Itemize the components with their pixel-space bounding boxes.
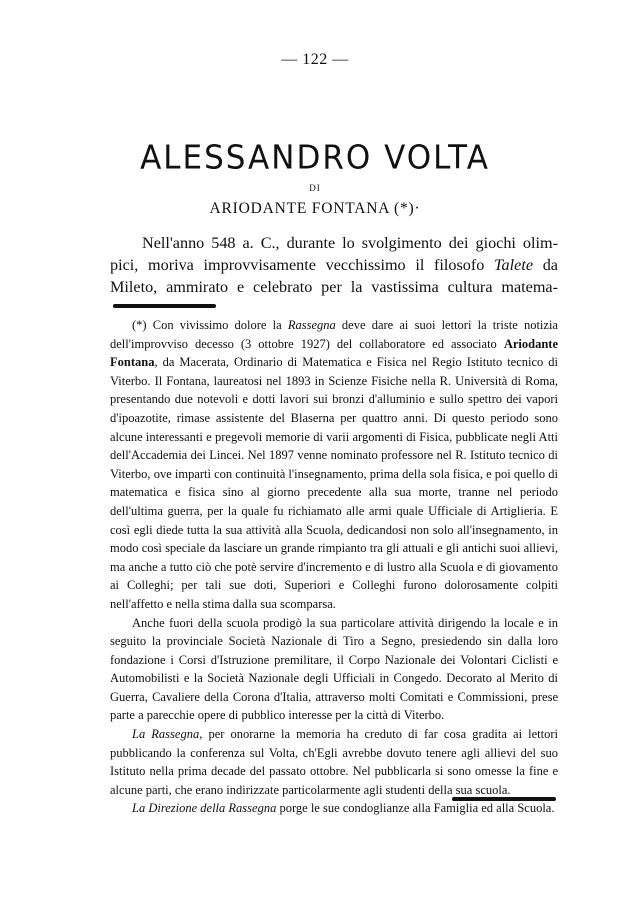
author-name: ARIODANTE FONTANA (*)· (209, 200, 421, 217)
body-line-2: pici, moriva improvvisamente vecchissimo il filosofo Talete da (110, 256, 558, 274)
footnote-paragraph-1 (110, 316, 558, 614)
body-line-3: Mileto, ammirato e celebrato per la vastissima cultura matema- (110, 278, 558, 296)
footnote-p1-text-c: , da Macerata, Ordinario di Matematica e Fisica nel Regio Istituto tecnico di Viterbo. Il Fontana, laureatosi nel 1893 in Scienze Fisiche nella R. Università di Roma, presentando due notevoli e dotti lavori sui bronzi d'alluminio e sullo spettro dei vapori d'ipoazotite, rimase assistente del Blaserna per quattro anni. Di questo periodo sono alcune interessanti e pregevoli memorie di varii argomenti di Fisica, pubblicate negli Atti dell'Accademia dei Lincei. Nel 1897 venne nominato professore nel R. Istituto tecnico di Viterbo, ove impartì con continuità l'insegnamento, prima della sola fisica, e poi quello di matematica e fisica sino al giorno precedente alla sua morte, tranne nel periodo dell'ultima guerra, per la quale fu richiamato alle armi quale Ufficiale di Artiglieria. E così egli diede tutta la sua attività alla Scuola, dedicandosi non solo all'insegnamento, in modo così speciale da lasciare un grande rimpianto tra gli attuali e gli antichi suoi allievi, ma anche a tutto ciò che potè servire d'incremento e di lustro alla Scuola e di giovamento ai Colleghi; per tali sue doti, Superiori e Colleghi furono dolorosamente colpiti nell'affetto e nella stima dalla sua scomparsa. (110, 355, 558, 611)
by-preposition: DI (309, 183, 321, 193)
footnote-p4-direzione: La Direzione della Rassegna (132, 801, 277, 816)
footnote-p1-name: Ariodante Fontana (110, 336, 558, 370)
footnote-separator-rule (113, 304, 216, 308)
footnote-p3-rassegna: La Rassegna (132, 727, 200, 742)
footnote-paragraph-4 (110, 799, 558, 818)
body-text (110, 232, 558, 298)
footnote-p3-text: , per onorarne la memoria ha creduto di far cosa gradita ai lettori pubblicando la conferenza sul Volta, ch'Egli avrebbe dovuto tenere agli allievi del suo Istituto nella prima decade del passato ottobre. Nel pubblicarla si sono omesse la fine e alcune parti, che erano indirizzate particolarmente agli studenti della sua scuola. (110, 727, 558, 797)
footnote-p1-text-b: deve dare ai suoi lettori la triste notizia dell'improvviso decesso (3 ottobre 1927) del collaboratore ed associato (110, 318, 558, 351)
body-line-1: Nell'anno 548 a. C., durante lo svolgimento dei giochi olim- (142, 234, 558, 252)
footnote-p1-text-a: (*) Con vivissimo dolore la (132, 318, 288, 332)
end-rule (452, 797, 556, 801)
footnote-p4-text: porge le sue condoglianze alla Famiglia ed alla Scuola. (276, 801, 555, 816)
footnote (110, 316, 558, 818)
page-number: — 122 — (281, 51, 349, 68)
article-title: ALESSANDRO VOLTA (140, 139, 490, 177)
footnote-p1-rassegna: Rassegna (287, 318, 336, 332)
footnote-paragraph-3 (110, 725, 558, 799)
footnote-paragraph-2: Anche fuori della scuola prodigò la sua particolare attività dirigendo la locale e in seguito la provinciale Società Nazionale di Tiro a Segno, presiedendo sin dalla loro fondazione i Corsi d'Istruzione premilitare, il Corpo Nazionale dei Volontari Ciclisti e Automobilisti e la Società Nazionale degli Ufficiali in Congedo. Decorato al Merito di Guerra, Cavaliere della Corona d'Italia, attraverso molti Comitati e Commissioni, prese parte a parecchie opere di pubblico interesse per la città di Viterbo. (110, 615, 558, 723)
